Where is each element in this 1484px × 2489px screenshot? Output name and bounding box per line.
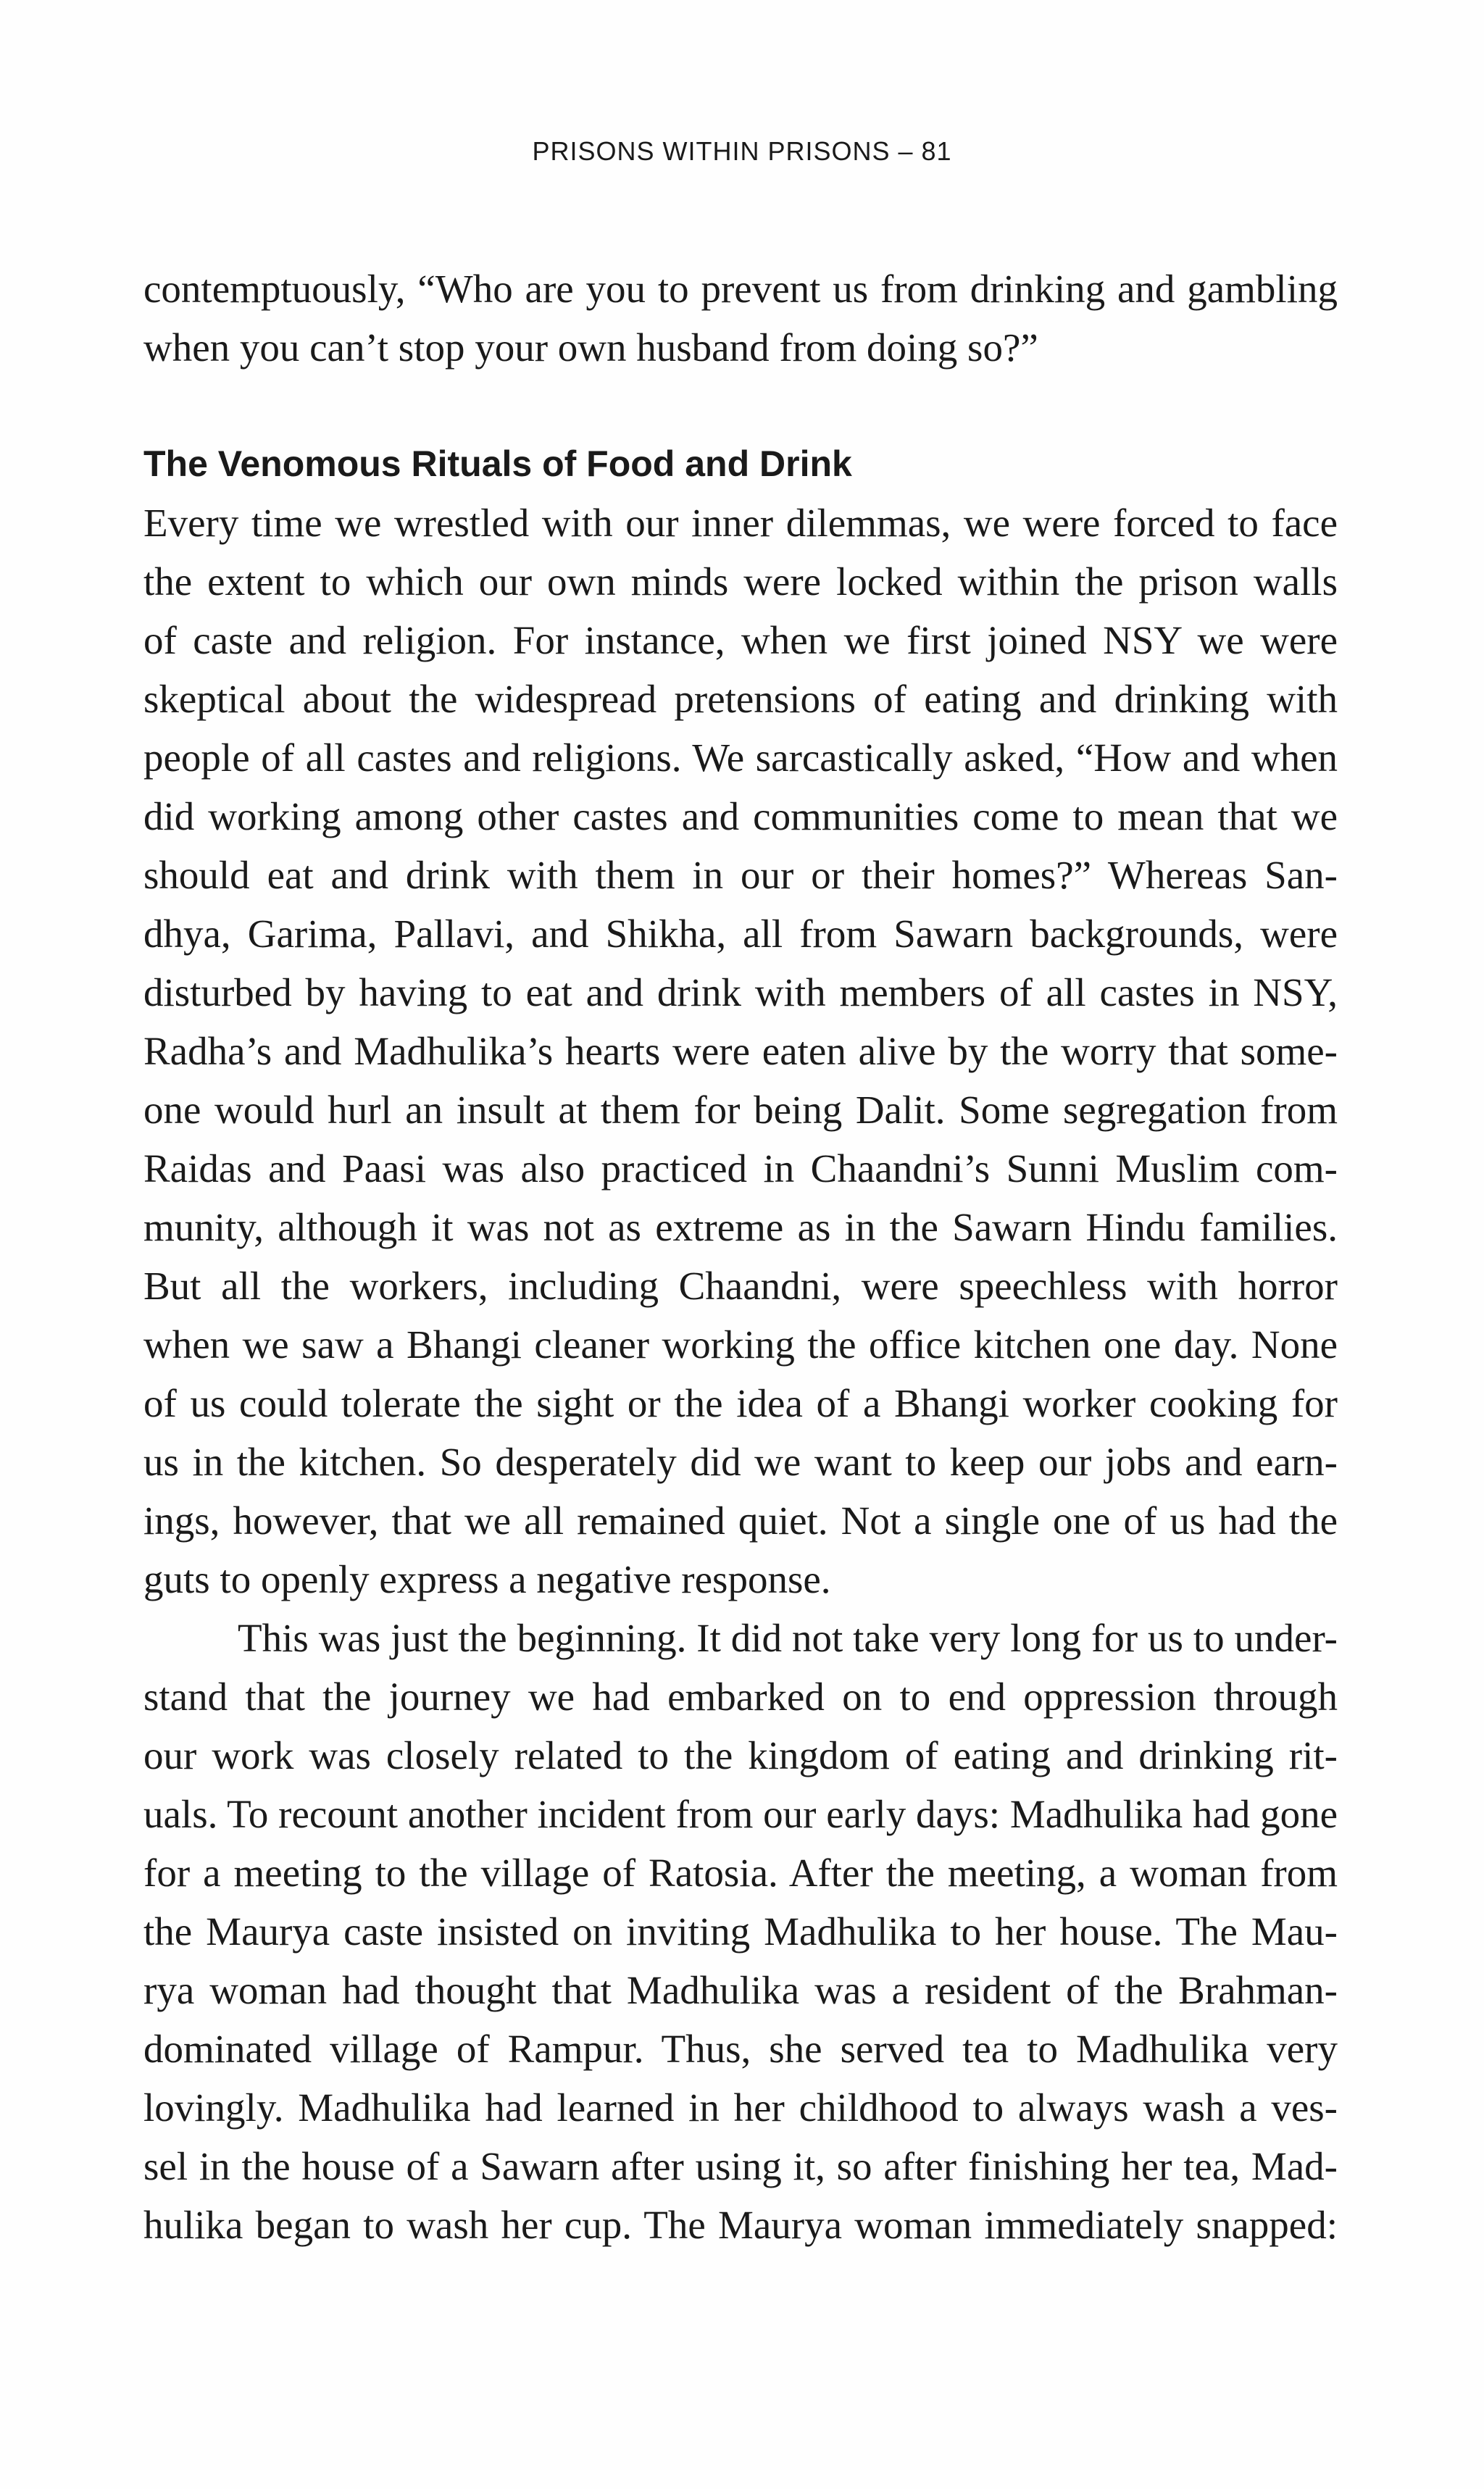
text-line: when you can’t stop your own husband from doing so?” <box>143 325 1038 370</box>
text-line: guts to openly express a negative response. <box>143 1557 831 1601</box>
text-line: the extent to which our own minds were locked within the prison walls <box>143 559 1338 604</box>
text-line: This was just the beginning. It did not take very long for us to under- <box>238 1616 1338 1660</box>
text-line: should eat and drink with them in our or their homes?” Whereas San- <box>143 853 1338 897</box>
text-line: when we saw a Bhangi cleaner working the office kitchen one day. None <box>143 1322 1338 1367</box>
text-line: people of all castes and religions. We sarcastically asked, “How and when <box>143 735 1338 780</box>
section-heading: The Venomous Rituals of Food and Drink <box>143 443 852 484</box>
text-line: for a meeting to the village of Ratosia. After the meeting, a woman from <box>143 1851 1338 1895</box>
text-line: dominated village of Rampur. Thus, she served tea to Madhulika very <box>143 2027 1338 2071</box>
text-line: munity, although it was not as extreme as in the Sawarn Hindu families. <box>143 1205 1338 1249</box>
text-line: dhya, Garima, Pallavi, and Shikha, all from Sawarn backgrounds, were <box>143 912 1338 956</box>
text-line: Raidas and Paasi was also practiced in Chaandni’s Sunni Muslim com- <box>143 1146 1338 1191</box>
text-line: of us could tolerate the sight or the idea of a Bhangi worker cooking for <box>143 1381 1338 1425</box>
text-line: us in the kitchen. So desperately did we want to keep our jobs and earn- <box>143 1440 1338 1484</box>
text-line: ings, however, that we all remained quiet. Not a single one of us had the <box>143 1498 1338 1543</box>
text-line: one would hurl an insult at them for being Dalit. Some segregation from <box>143 1088 1338 1132</box>
text-line: contemptuously, “Who are you to prevent us from drinking and gambling <box>143 267 1338 311</box>
text-line: Every time we wrestled with our inner dilemmas, we were forced to face <box>143 501 1338 545</box>
text-line: our work was closely related to the kingdom of eating and drinking rit- <box>143 1733 1338 1777</box>
text-line: lovingly. Madhulika had learned in her childhood to always wash a ves- <box>143 2085 1338 2130</box>
text-line: skeptical about the widespread pretensions of eating and drinking with <box>143 677 1338 721</box>
text-line: hulika began to wash her cup. The Maurya woman immediately snapped: <box>143 2203 1338 2247</box>
text-line: did working among other castes and communities come to mean that we <box>143 794 1338 838</box>
text-line: of caste and religion. For instance, when we first joined NSY we were <box>143 618 1338 662</box>
text-line: rya woman had thought that Madhulika was a resident of the Brahman- <box>143 1968 1338 2012</box>
text-line: stand that the journey we had embarked on to end oppression through <box>143 1675 1338 1719</box>
text-line: sel in the house of a Sawarn after using it, so after finishing her tea, Mad- <box>143 2144 1338 2188</box>
text-line: the Maurya caste insisted on inviting Madhulika to her house. The Mau- <box>143 1909 1338 1954</box>
running-head: PRISONS WITHIN PRISONS – 81 <box>532 136 952 166</box>
text-line: Radha’s and Madhulika’s hearts were eaten alive by the worry that some- <box>143 1029 1338 1073</box>
body-text <box>143 259 1338 2254</box>
text-line: But all the workers, including Chaandni, were speechless with horror <box>143 1264 1338 1308</box>
text-line: uals. To recount another incident from our early days: Madhulika had gone <box>143 1792 1338 1836</box>
section-gap <box>143 377 1338 435</box>
text-line: disturbed by having to eat and drink with members of all castes in NSY, <box>143 970 1338 1014</box>
